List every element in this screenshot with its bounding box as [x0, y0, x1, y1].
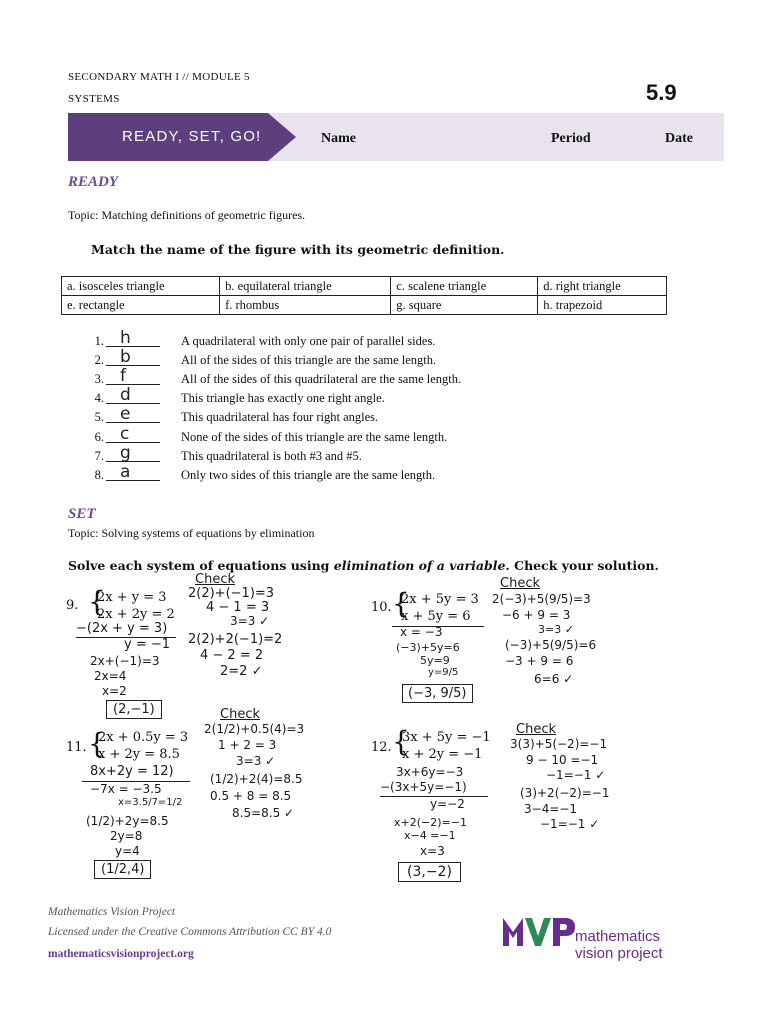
work-line: y=4 — [115, 844, 140, 858]
table-cell: b. equilateral triangle — [220, 277, 391, 296]
instruction-emphasis: elimination of a variable. — [333, 558, 510, 573]
work-line: x=3.5/7=1/2 — [118, 797, 183, 808]
question-number: 2. — [94, 353, 104, 367]
question-number: 4. — [94, 391, 104, 405]
handwritten-answer: e — [120, 404, 131, 424]
check-line: −6 + 9 = 3 — [502, 608, 571, 622]
work-line: −7x = −3.5 — [90, 782, 162, 796]
set-topic: Topic: Solving systems of equations by elimination — [68, 526, 315, 540]
check-line: 2(1/2)+0.5(4)=3 — [204, 722, 305, 736]
equation-2: 2x + 2y = 2 — [97, 607, 175, 622]
work-line: 8x+2y = 12) — [90, 764, 174, 779]
equation-2: x + 5y = 6 — [401, 609, 471, 624]
check-line: 2(−3)+5(9/5)=3 — [492, 592, 591, 606]
table-cell: e. rectangle — [62, 296, 220, 315]
question-number: 1. — [94, 334, 104, 348]
work-line: −(3x+5y=−1) — [380, 780, 467, 794]
logo-text-2: vision project — [575, 945, 663, 962]
handwritten-answer: b — [120, 347, 131, 367]
work-line: 5y=9 — [420, 654, 450, 667]
mvp-logo-icon — [503, 916, 583, 946]
check-line: 4 − 1 = 3 — [206, 600, 270, 615]
work-line: y = −1 — [124, 637, 171, 652]
answer-blank[interactable] — [106, 468, 160, 481]
check-line: 2(2)+(−1)=3 — [188, 586, 275, 601]
check-line: 1 + 2 = 3 — [218, 738, 277, 752]
equation-1: 2x + y = 3 — [97, 590, 167, 605]
ready-heading: READY — [68, 174, 119, 190]
date-label: Date — [665, 131, 693, 146]
handwritten-answer: c — [120, 424, 130, 444]
work-line: (1/2)+2y=8.5 — [86, 814, 169, 828]
instruction-text: Check your solution. — [509, 558, 659, 573]
ready-instruction: Match the name of the figure with its geometric definition. — [91, 242, 505, 257]
lesson-number: 5.9 — [646, 80, 677, 105]
check-line: 3=3 ✓ — [230, 614, 270, 628]
check-line: 2=2 ✓ — [220, 664, 263, 679]
answer-blank[interactable] — [106, 410, 160, 423]
problem-number: 12. — [371, 740, 392, 755]
question-text: This triangle has exactly one right angle. — [181, 391, 385, 405]
system-brace: { — [88, 585, 106, 618]
question-text: This quadrilateral has four right angles. — [181, 410, 379, 424]
work-line: (−3)+5y=6 — [396, 641, 460, 654]
table-row — [62, 296, 667, 315]
question-number: 6. — [94, 430, 104, 444]
check-line: 3=3 ✓ — [538, 623, 574, 636]
check-line: (3)+2(−2)=−1 — [520, 786, 610, 800]
answer-blank[interactable] — [106, 391, 160, 404]
handwritten-answer: a — [120, 462, 131, 482]
check-label: Check — [516, 722, 556, 737]
check-line: −3 + 9 = 6 — [505, 654, 574, 668]
question-text: All of the sides of this triangle are the same length. — [181, 353, 437, 367]
check-label: Check — [220, 707, 260, 722]
boxed-answer: (2,−1) — [106, 700, 162, 719]
work-line: 2x=4 — [94, 669, 127, 683]
table-cell: c. scalene triangle — [391, 277, 538, 296]
check-line: 8.5=8.5 ✓ — [232, 806, 295, 820]
check-line: 3−4=−1 — [524, 802, 578, 816]
work-line: x−4 =−1 — [404, 829, 456, 842]
work-line: 2x+(−1)=3 — [90, 654, 160, 668]
handwritten-answer: d — [120, 385, 131, 405]
answer-blank[interactable] — [106, 430, 160, 443]
check-line: (1/2)+2(4)=8.5 — [210, 772, 303, 786]
check-line: 4 − 2 = 2 — [200, 648, 264, 663]
work-line: 3x+6y=−3 — [396, 765, 464, 779]
work-line: x+2(−2)=−1 — [394, 816, 467, 829]
question-number: 7. — [94, 449, 104, 463]
work-line: 2y=8 — [110, 829, 143, 843]
check-line: −1=−1 ✓ — [546, 768, 606, 782]
check-line: −1=−1 ✓ — [540, 817, 600, 831]
check-line: (−3)+5(9/5)=6 — [505, 638, 597, 652]
table-cell: d. right triangle — [538, 277, 667, 296]
work-line: −(2x + y = 3) — [76, 621, 168, 636]
equation-1: 3x + 5y = −1 — [402, 730, 491, 745]
work-line: y=9/5 — [428, 667, 459, 678]
handwritten-answer: f — [120, 366, 126, 386]
check-line: 6=6 ✓ — [534, 672, 574, 686]
question-text: This quadrilateral is both #3 and #5. — [181, 449, 362, 463]
name-label: Name — [321, 131, 356, 146]
question-number: 8. — [94, 468, 104, 482]
table-cell: h. trapezoid — [538, 296, 667, 315]
ready-topic: Topic: Matching definitions of geometric figures. — [68, 208, 306, 222]
table-cell: f. rhombus — [220, 296, 391, 315]
footer-license: Licensed under the Creative Commons Attribution CC BY 4.0 — [48, 926, 332, 938]
problem-number: 10. — [371, 600, 392, 615]
mvp-logo — [503, 916, 583, 946]
boxed-answer: (−3, 9/5) — [402, 684, 473, 703]
definitions-table — [61, 276, 667, 315]
equation-2: x + 2y = −1 — [402, 747, 483, 762]
handwritten-answer: g — [120, 443, 131, 463]
equation-2: x + 2y = 8.5 — [98, 747, 180, 762]
period-label: Period — [551, 131, 591, 146]
set-instruction — [68, 558, 659, 573]
system-brace: { — [392, 587, 410, 620]
question-text: None of the sides of this triangle are the same length. — [181, 430, 448, 444]
check-line: 3=3 ✓ — [236, 754, 276, 768]
check-line: 9 − 10 =−1 — [526, 753, 599, 767]
question-text: Only two sides of this triangle are the same length. — [181, 468, 436, 482]
check-line: 3(3)+5(−2)=−1 — [510, 737, 608, 751]
footer-org: Mathematics Vision Project — [48, 906, 176, 918]
problem-number: 9. — [66, 598, 79, 613]
equation-1: 2x + 5y = 3 — [401, 592, 479, 607]
work-line: x=2 — [102, 684, 127, 698]
work-line: x=3 — [420, 844, 445, 858]
set-heading: SET — [68, 506, 96, 522]
question-text: All of the sides of this quadrilateral are the same length. — [181, 372, 462, 386]
equation-1: 2x + 0.5y = 3 — [98, 730, 189, 745]
instruction-text: Solve each system of equations using — [68, 558, 334, 573]
answer-blank[interactable] — [106, 449, 160, 462]
logo-text-1: mathematics — [575, 928, 661, 945]
check-label: Check — [500, 576, 540, 591]
system-brace: { — [392, 725, 410, 758]
system-brace: { — [88, 727, 106, 760]
answer-blank[interactable] — [106, 353, 160, 366]
course-title: SECONDARY MATH I // MODULE 5 — [68, 71, 250, 83]
work-line: x = −3 — [400, 625, 443, 639]
question-text: A quadrilateral with only one pair of parallel sides. — [181, 334, 436, 348]
footer-link[interactable]: mathematicsvisionproject.org — [48, 948, 194, 960]
boxed-answer: (1/2,4) — [94, 860, 151, 879]
check-line: 2(2)+2(−1)=2 — [188, 632, 283, 647]
answer-blank[interactable] — [106, 372, 160, 385]
problem-number: 11. — [66, 740, 87, 755]
table-row — [62, 277, 667, 296]
answer-blank[interactable] — [106, 334, 160, 347]
check-line: 0.5 + 8 = 8.5 — [210, 789, 292, 803]
banner-title: READY, SET, GO! — [122, 128, 262, 145]
table-cell: g. square — [391, 296, 538, 315]
unit-title: SYSTEMS — [68, 93, 120, 105]
boxed-answer: (3,−2) — [398, 862, 461, 882]
question-number: 3. — [94, 372, 104, 386]
table-cell: a. isosceles triangle — [62, 277, 220, 296]
question-number: 5. — [94, 410, 104, 424]
work-line: y=−2 — [430, 797, 465, 811]
check-label: Check — [195, 572, 235, 587]
handwritten-answer: h — [120, 328, 131, 348]
